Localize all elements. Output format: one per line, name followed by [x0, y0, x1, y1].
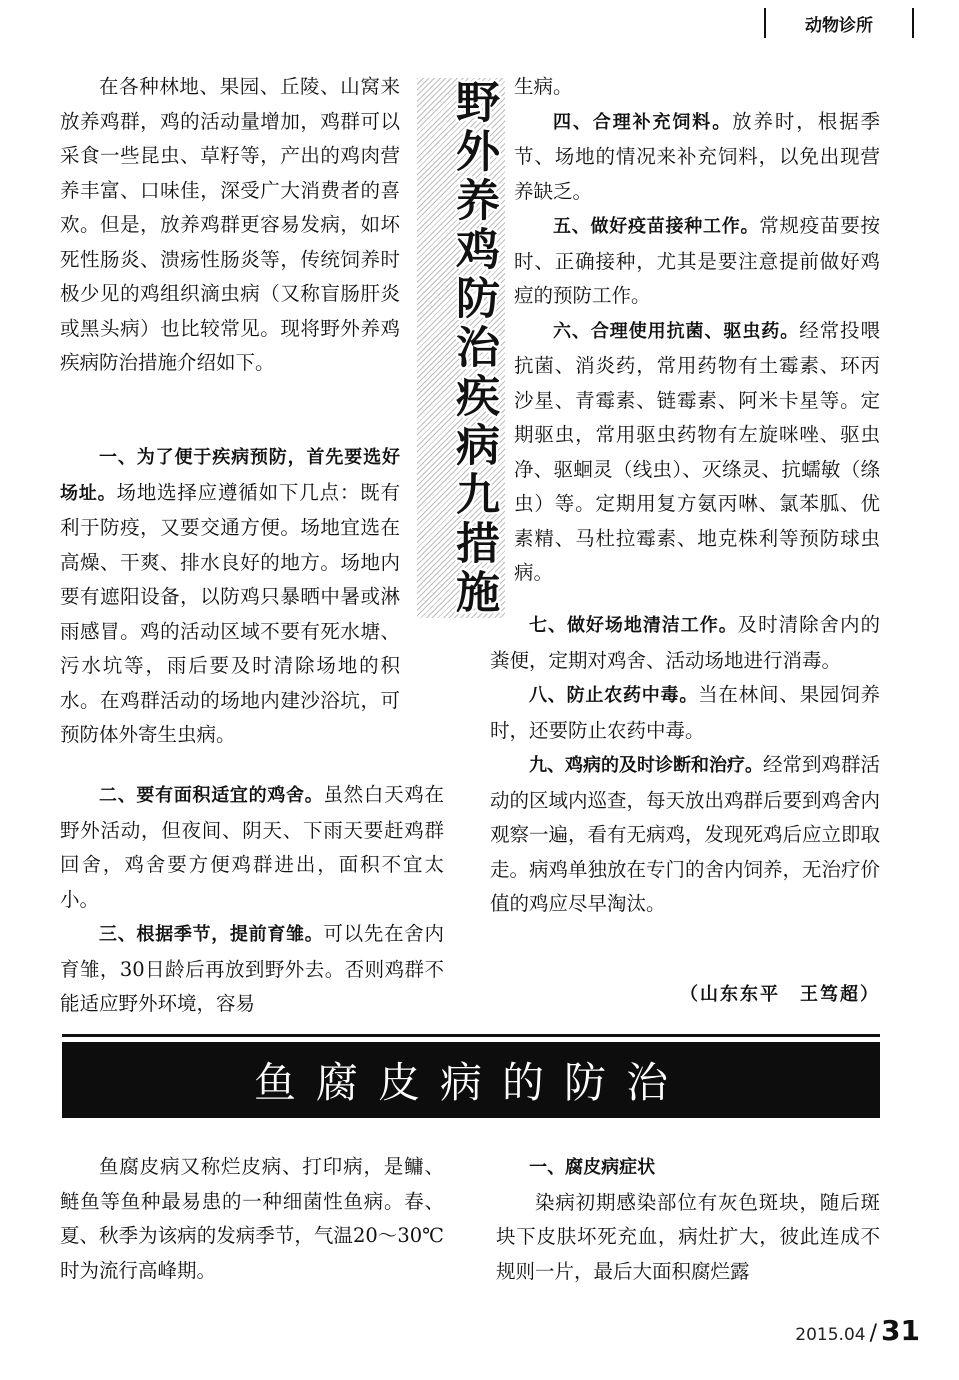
- measure3-heading: 三、根据季节，提前育雏。: [99, 924, 324, 945]
- measure5-heading: 五、做好疫苗接种工作。: [553, 216, 760, 237]
- page-number: 31: [881, 1314, 920, 1347]
- measure2-heading: 二、要有面积适宜的鸡舍。: [99, 785, 324, 806]
- article2-right-column: [496, 1150, 880, 1289]
- article1-right-column: [514, 70, 880, 591]
- measure3-body: 可以先在舍内育雏，30日龄后再放到野外去。否则鸡群不能适应野外环境，容易: [60, 922, 444, 1015]
- continuation-text: 生病。: [514, 75, 573, 98]
- author-credit: （山东东平 王笃超）: [680, 984, 880, 1005]
- issue-date: 2015.04: [795, 1325, 866, 1345]
- measure7-heading: 七、做好场地清洁工作。: [529, 615, 738, 636]
- banner-rule: [62, 1034, 880, 1037]
- article2-left-column: [60, 1150, 444, 1288]
- measure8-body: 当在林间、果园饲养时，还要防止农药中毒。: [490, 683, 880, 742]
- article1-title-block: [417, 78, 505, 618]
- measure8-heading: 八、防止农药中毒。: [529, 685, 699, 706]
- article2-banner: [62, 1042, 880, 1118]
- measure1-body: 场地选择应遵循如下几点：既有利于防疫，又要交通方便。场地宜选在高燥、干爽、排水良好的地方。场地内要有遮阳设备，以防鸡只暴晒中暑或淋雨感冒。鸡的活动区域不要有死水塘、污水坑等，雨后要及时清除场地的积水。在鸡群活动的场地内建沙浴坑，可预防体外寄生虫病。: [60, 480, 400, 746]
- article1-left-column-bottom: [60, 778, 444, 1022]
- article1-left-column-lower: [60, 440, 400, 753]
- page-footer: [760, 1314, 920, 1347]
- section-tag: [764, 8, 914, 38]
- article1-left-column: [60, 70, 400, 381]
- footer-slash: /: [869, 1321, 878, 1346]
- article1-title: 野外养鸡防治疾病九措施: [448, 78, 499, 618]
- measure6-body: 经常投喂抗菌、消炎药，常用药物有土霉素、环丙沙星、青霉素、链霉素、阿米卡星等。定期驱虫，常用驱虫药物有左旋咪唑、驱虫净、驱蛔灵（线虫）、灭绦灵、抗蠕敏（绦虫）等。定期用复方氨丙啉、氯苯胍、优素精、马杜拉霉素、地克株利等预防球虫病。: [514, 318, 880, 584]
- article1-right-column-lower: [490, 608, 880, 922]
- measure9-body: 经常到鸡群活动的区域内巡查，每天放出鸡群后要到鸡舍内观察一遍，看有无病鸡，发现死鸡后应立即取走。病鸡单独放在专门的舍内饲养，无治疗价值的鸡应尽早淘汰。: [490, 753, 881, 915]
- intro-paragraph: 在各种林地、果园、丘陵、山窝来放养鸡群，鸡的活动量增加，鸡群可以采食一些昆虫、草籽等，产出的鸡肉营养丰富、口味佳，深受广大消费者的喜欢。但是，放养鸡群更容易发病，如坏死性肠炎、溃疡性肠炎等，传统饲养时极少见的鸡组织滴虫病（又称盲肠肝炎或黑头病）也比较常见。现将野外养鸡疾病防治措施介绍如下。: [60, 75, 400, 374]
- measure7-body: 及时清除舍内的粪便，定期对鸡舍、活动场地进行消毒。: [490, 613, 880, 672]
- article2-title: 鱼腐皮病的防治: [253, 1058, 688, 1107]
- measure5-body: 常规疫苗要按时、正确接种，尤其是要注意提前做好鸡痘的预防工作。: [514, 214, 880, 307]
- measure2-body: 虽然白天鸡在野外活动，但夜间、阴天、下雨天要赶鸡群回舍，鸡舍要方便鸡群进出，面积不宜太小。: [60, 783, 444, 911]
- measure9-heading: 九、鸡病的及时诊断和治疗。: [529, 755, 763, 776]
- measure4-body: 放养时，根据季节、场地的情况来补充饲料，以免出现营养缺乏。: [514, 109, 880, 203]
- measure1-heading: 一、为了便于疾病预防，首先要选好场址。: [60, 447, 400, 504]
- section-label: 动物诊所: [805, 15, 873, 36]
- symptoms-body: 染病初期感染部位有灰色斑块，随后斑块下皮肤坏死充血，病灶扩大，彼此连成不规则一片，最后大面积腐烂露: [496, 1190, 880, 1283]
- measure6-heading: 六、合理使用抗菌、驱虫药。: [553, 320, 800, 342]
- symptoms-heading: 一、腐皮病症状: [529, 1157, 656, 1178]
- measure4-heading: 四、合理补充饲料。: [553, 111, 733, 133]
- article2-intro: 鱼腐皮病又称烂皮病、打印病，是鳙、鲢鱼等鱼种最易患的一种细菌性鱼病。春、夏、秋季为该病的发病季节，气温20～30℃时为流行高峰期。: [60, 1155, 444, 1282]
